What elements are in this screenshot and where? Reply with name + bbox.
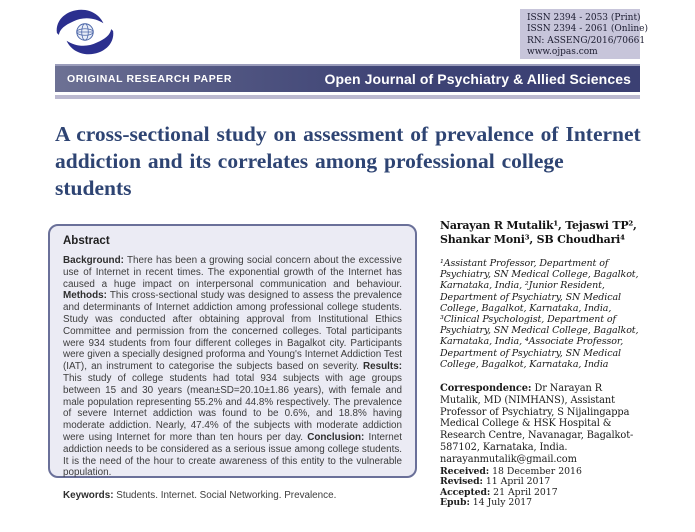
- date-accepted: Accepted: 21 April 2017: [440, 486, 558, 498]
- article-dates: [440, 467, 642, 509]
- issn-box: [520, 9, 648, 59]
- correspondence-block: [440, 383, 642, 466]
- results-label: Results:: [363, 361, 402, 373]
- background-text: There has been a growing social concern about the excessive use of Internet in recent times. The exponential growth of the Internet has caused a huge impact on interpersonal communication and behaviour.: [63, 255, 402, 290]
- journal-website-url: www.ojpas.com: [527, 47, 598, 58]
- author-names: [440, 219, 650, 247]
- abstract-heading: Abstract: [63, 235, 110, 247]
- registration-number: RN: ASSENG/2016/70661: [527, 35, 646, 46]
- abstract-box: [48, 224, 417, 502]
- author-names-line1: Narayan R Mutalik¹, Tejaswi TP²,: [440, 219, 637, 232]
- conclusion-text: Internet addiction needs to be considered as a serious issue among college students. It is the need of the hour to create awareness of this entity to the vulnerable population.: [63, 431, 402, 479]
- date-received: Received: 18 December 2016: [440, 466, 582, 477]
- keywords-line: [63, 490, 402, 502]
- date-revised: Revised: 11 April 2017: [440, 476, 551, 488]
- issn-online: ISSN 2394 - 2061 (Online): [527, 24, 648, 35]
- conclusion-label: Conclusion:: [307, 431, 365, 443]
- abstract-text: [63, 255, 402, 479]
- journal-banner: [55, 64, 640, 92]
- correspondence-label: Correspondence:: [440, 383, 532, 394]
- author-names-line2: Shankar Moni³, SB Choudhari⁴: [440, 233, 625, 246]
- journal-name: Open Journal of Psychiatry & Allied Sciences: [324, 71, 631, 87]
- keywords-text: Students. Internet. Social Networking. Prevalence.: [116, 490, 337, 502]
- article-type-label: ORIGINAL RESEARCH PAPER: [67, 73, 233, 85]
- results-text: This study of college students had total 934 subjects with age groups between 15 and 30 years (mean±SD=20.10±1.86 years), with female and male population representing 55.2% and 44.8% respectively. The prevalence of severe Internet addiction was found to be 0.6%, and 18.8% having moderate addiction. Nearly, 47.4% of the subjects with moderate addiction were using Internet for more than ten hours per day.: [63, 372, 402, 443]
- author-affiliations: ¹Assistant Professor, Department of Psychiatry, SN Medical College, Bagalkot, Karnataka, India, ²Junior Resident, Department of Psychiatry, SN Medical College, Bagalkot, Karnataka, India, ³Clinical Psychologist, Department of Psychiatry, SN Medical College, Bagalkot, Karnataka, India, ⁴Associate Professor, Department of Psychiatry, SN Medical College, Bagalkot, Karnataka, India: [440, 258, 639, 370]
- banner-underline: [55, 95, 640, 99]
- issn-print: ISSN 2394 - 2053 (Print): [527, 13, 641, 23]
- methods-label: Methods:: [63, 290, 107, 302]
- methods-text: This cross-sectional study was designed to assess the prevalence and determinants of Internet addiction among professional college students. Study was conducted after obtaining approval from Institutional Ethics Committee and permission from the concerned colleges. Total participants were 934 students from four different colleges in Bagalkot city. Participants were given a specially designed proforma and Young's Internet Addiction Test (IAT), an instrument to categorise the subjects based on severity.: [63, 290, 402, 373]
- background-label: Background:: [63, 255, 124, 266]
- keywords-label: Keywords:: [63, 490, 114, 502]
- correspondence-text: Dr Narayan R Mutalik, MD (NIMHANS), Assistant Professor of Psychiatry, S Nijalingappa Medical College & HSK Hospital & Research Centre, Navanagar, Bagalkot-587102, Karnataka, India.: [440, 383, 634, 453]
- journal-logo-icon: [54, 6, 116, 58]
- correspondence-email: narayanmutalik@gmail.com: [440, 453, 577, 465]
- date-epub: Epub: 14 July 2017: [440, 497, 533, 509]
- article-title: A cross-sectional study on assessment of prevalence of Internet addiction and its correlates among professional college students: [55, 122, 641, 200]
